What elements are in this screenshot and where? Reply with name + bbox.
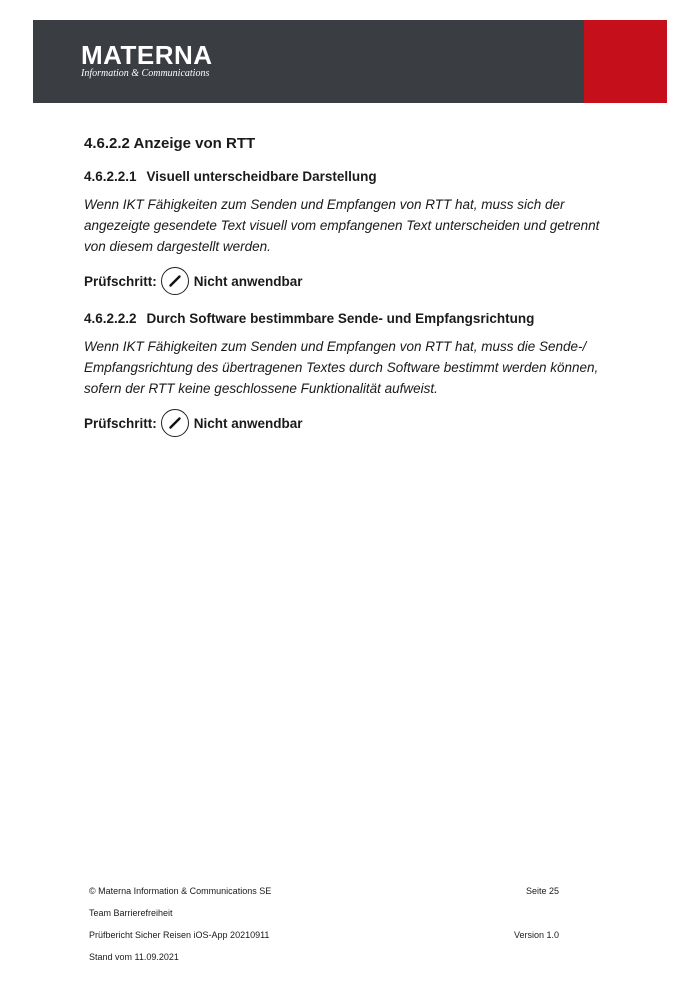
header-accent-block (584, 20, 667, 103)
subsection-title (84, 168, 614, 186)
subsection-number: 4.6.2.2.1 (84, 169, 137, 184)
main-content (84, 134, 614, 452)
subsection-title-text: Visuell unterscheidbare Darstellung (146, 169, 377, 184)
test-step (84, 408, 614, 438)
document-header (33, 20, 667, 103)
subsection-4-6-2-2-1 (84, 168, 614, 296)
logo-tagline: Information & Communications (81, 68, 210, 79)
test-step-result: Nicht anwendbar (193, 273, 303, 289)
footer-version: Version 1.0 (513, 930, 559, 940)
document-footer (89, 886, 559, 974)
subsection-title (84, 310, 614, 328)
pencil-icon (161, 267, 189, 295)
footer-team: Team Barrierefreiheit (89, 908, 173, 918)
subsection-title-text: Durch Software bestimmbare Sende- und Empfangsrichtung (146, 311, 535, 326)
test-step-label: Prüfschritt: (84, 415, 157, 431)
subsection-number: 4.6.2.2.2 (84, 311, 137, 326)
subsection-4-6-2-2-2 (84, 310, 614, 438)
test-step-label: Prüfschritt: (84, 273, 157, 289)
test-step-result: Nicht anwendbar (193, 415, 303, 431)
pencil-icon (161, 409, 189, 437)
footer-report-title: Prüfbericht Sicher Reisen iOS-App 20210911 (89, 930, 270, 940)
test-step (84, 266, 614, 296)
footer-page-number: Seite 25 (525, 886, 559, 896)
footer-date: Stand vom 11.09.2021 (89, 952, 179, 962)
section-heading: 4.6.2.2 Anzeige von RTT (84, 135, 256, 152)
requirement-text: Wenn IKT Fähigkeiten zum Senden und Empfangen von RTT hat, muss die Sende-/ Empfangsrichtung des übertragenen Textes durch Software bestimmt werden können, sofern der RTT keine geschlossene Funktionalität aufweist. (84, 339, 599, 396)
footer-copyright: © Materna Information & Communications SE (89, 886, 272, 896)
requirement-text: Wenn IKT Fähigkeiten zum Senden und Empfangen von RTT hat, muss sich der angezeigte gesendete Text visuell vom empfangenen Text unterscheiden und getrennt von diesem dargestellt werden. (84, 197, 600, 254)
materna-logo (81, 42, 213, 80)
logo-name: MATERNA (81, 40, 213, 70)
